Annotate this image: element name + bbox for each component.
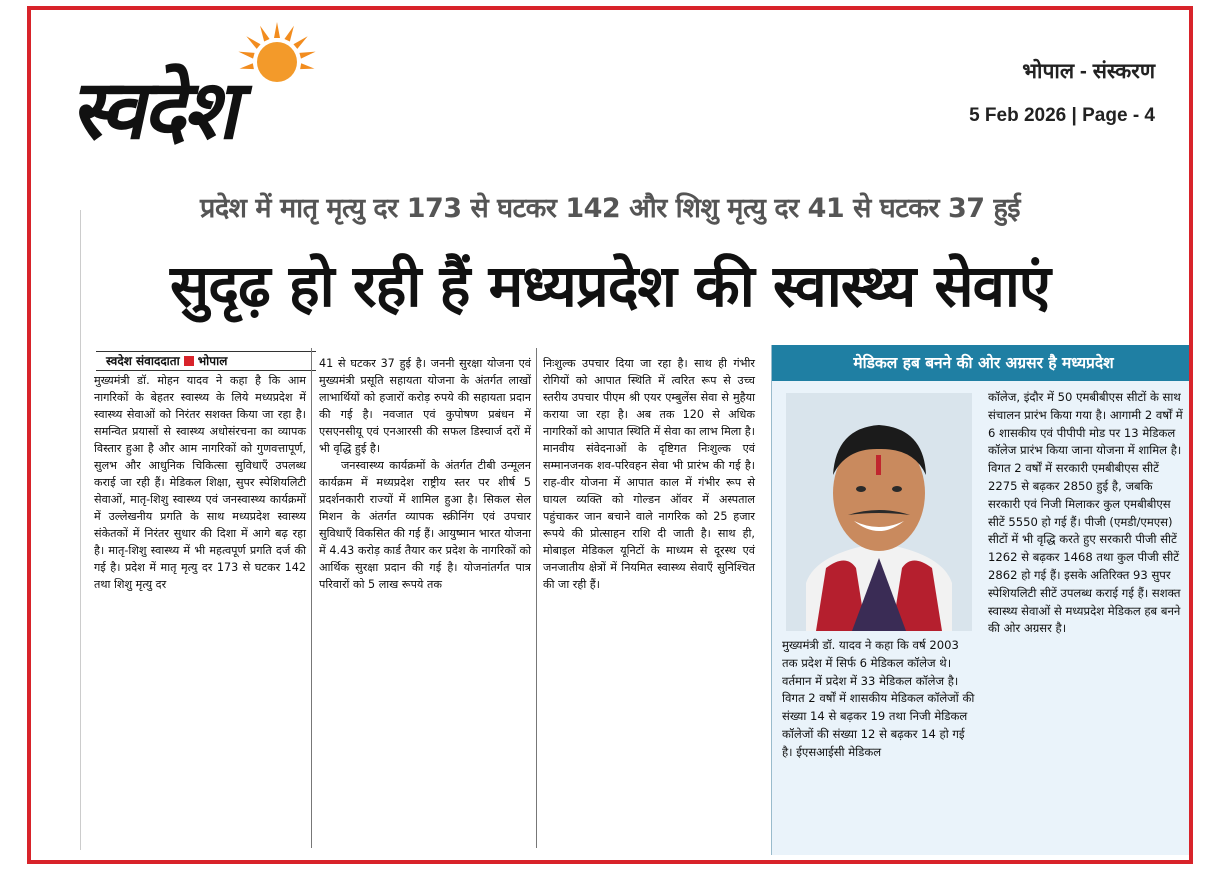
red-square-icon — [184, 356, 194, 366]
article-column-1 — [94, 372, 306, 593]
newspaper-clipping — [27, 6, 1193, 864]
sidebar-box — [771, 345, 1193, 855]
article-paragraph: निःशुल्क उपचार दिया जा रहा है। साथ ही गंभीर रोगियों को आपात स्थिति में त्वरित रूप से उच्च स्तरीय उपचार पीएम श्री एयर एम्बुलेंस सेवा से मुहैया कराया जा रहा है। अब तक 120 से अधिक नागरिकों को आपात स्थिति में सेवा का लाभ मिला है। मानवीय संवेदनाओं के दृष्टिगत निःशुल्क एवं सम्मानजनक शव-परिवहन सेवा भी प्रारंभ की गई है। राह-वीर योजना में आपात काल में गंभीर रूप से घायल व्यक्ति को गोल्डन ऑवर में अस्पताल पहुंचाकर जान बचाने वाले नागरिक को 25 हजार रूपये की प्रोत्साहन राशि दी जाती है। साथ ही, मोबाइल मेडिकल यूनिटों के माध्यम से दूरस्थ एवं जनजातीय क्षेत्रों में नियमित स्वास्थ्य सेवाएँ सुनिश्चित की जा रही हैं। — [543, 357, 755, 591]
byline-source: स्वदेश संवाददाता — [106, 354, 180, 368]
byline — [96, 351, 316, 371]
byline-place: भोपाल — [197, 354, 228, 368]
edition-label: भोपाल - संस्करण — [1022, 60, 1155, 83]
logo-text: स्वदेश — [67, 63, 252, 158]
portrait-photo — [786, 393, 972, 631]
sidebar-column-1: मुख्यमंत्री डॉ. यादव ने कहा कि वर्ष 2003 तक प्रदेश में सिर्फ 6 मेडिकल कॉलेज थे। वर्तमान में प्रदेश में 33 मेडिकल कॉलेज है। विगत 2 वर्षों में शासकीय मेडिकल कॉलेजों की संख्या 14 से बढ़कर 19 तथा निजी मेडिकल कॉलेजों की संख्या 12 से बढ़कर 14 हो गई है। ईएसआईसी मेडिकल — [782, 638, 975, 759]
column-divider — [536, 348, 537, 848]
article-headline: सुदृढ़ हो रही हैं मध्यप्रदेश की स्वास्थ्य सेवाएं — [170, 252, 1050, 320]
article-kicker: प्रदेश में मातृ मृत्यु दर 173 से घटकर 142 और शिशु मृत्यु दर 41 से घटकर 37 हुई — [199, 193, 1021, 224]
sidebar-title: मेडिकल हब बनने की ओर अग्रसर है मध्यप्रदेश — [772, 345, 1193, 381]
article-column-2 — [319, 355, 531, 593]
article-paragraph: मुख्यमंत्री डॉ. मोहन यादव ने कहा है कि आम नागरिकों के बेहतर स्वास्थ्य के लिये मध्यप्रदेश में स्वास्थ्य सेवाओं को निरंतर सशक्त किया जा रहा है। समन्वित प्रयासों से स्वास्थ्य अधोसंरचना का व्यापक विस्तार हुआ है और आम नागरिकों को गुणवत्तापूर्ण, सुलभ और आधुनिक चिकित्सा सुविधाएँ उपलब्ध कराई जा रही हैं। मेडिकल शिक्षा, सुपर स्पेशियलिटी सेवाओं, मातृ-शिशु स्वास्थ्य एवं जनस्वास्थ्य कार्यक्रमों में उल्लेखनीय प्रगति के साथ मध्यप्रदेश स्वास्थ्य संकेतकों में निरंतर सुधार की दिशा में आगे बढ़ रहा है। मातृ-शिशु स्वास्थ्य में भी महत्वपूर्ण प्रगति दर्ज की गई है। प्रदेश में मातृ मृत्यु दर 173 से घटकर 142 तथा शिशु मृत्यु दर — [94, 374, 306, 591]
date-page-label: 5 Feb 2026 | Page - 4 — [969, 105, 1155, 126]
article-column-3 — [543, 355, 755, 593]
sidebar-column-2: कॉलेज, इंदौर में 50 एमबीबीएस सीटों के साथ संचालन प्रारंभ किया गया है। आगामी 2 वर्षों में 6 शासकीय एवं पीपीपी मोड पर 13 मेडिकल कॉलेज प्रारंभ किया जाना योजना में शामिल है। विगत 2 वर्षों में सरकारी एमबीबीएस सीटें 2275 से बढ़कर 2850 हुई है, जबकि सरकारी एवं निजी मिलाकर कुल एमबीबीएस सीटें 5550 हो गई हैं। पीजी (एमडी/एमएस) सीटों में भी वृद्धि करते हुए सरकारी पीजी सीटें 1262 से बढ़कर 1468 तथा कुल पीजी सीटें 2862 हो गई हैं। इसके अतिरिक्त 93 सुपर स्पेशियलिटी सीटें उपलब्ध कराई गई हैं। सशक्त स्वास्थ्य सेवाओं से मध्यप्रदेश मेडिकल हब बनने की ओर अग्रसर है। — [988, 390, 1183, 636]
article-paragraph: जनस्वास्थ्य कार्यक्रमों के अंतर्गत टीबी उन्मूलन कार्यक्रम में मध्यप्रदेश राष्ट्रीय स्तर पर शीर्ष 5 प्रदर्शनकारी राज्यों में शामिल हुआ है। सिकल सेल मिशन के अंतर्गत व्यापक स्क्रीनिंग एवं उपचार सुविधाएँ विकसित की गई हैं। आयुष्मान भारत योजना में 4.43 करोड़ कार्ड तैयार कर प्रदेश के नागरिकों को आर्थिक सुरक्षा प्रदान की गई है। योजनांतर्गत पात्र परिवारों को 5 लाख रूपये तक — [319, 459, 531, 591]
portrait-illustration — [786, 393, 972, 631]
masthead-info — [969, 58, 1155, 130]
column-divider — [311, 348, 312, 848]
article-paragraph: 41 से घटकर 37 हुई है। जननी सुरक्षा योजना एवं मुख्यमंत्री प्रसूति सहायता योजना के अंतर्गत लाखों लाभार्थियों को हजारों करोड़ रुपये की सहायता प्रदान की गई है। नवजात एवं कुपोषण प्रबंधन में एसएनसीयू एवं एनआरसी की सफल डिस्चार्ज दरों में भी वृद्धि हुई है। — [319, 357, 531, 455]
newspaper-logo — [67, 20, 487, 160]
